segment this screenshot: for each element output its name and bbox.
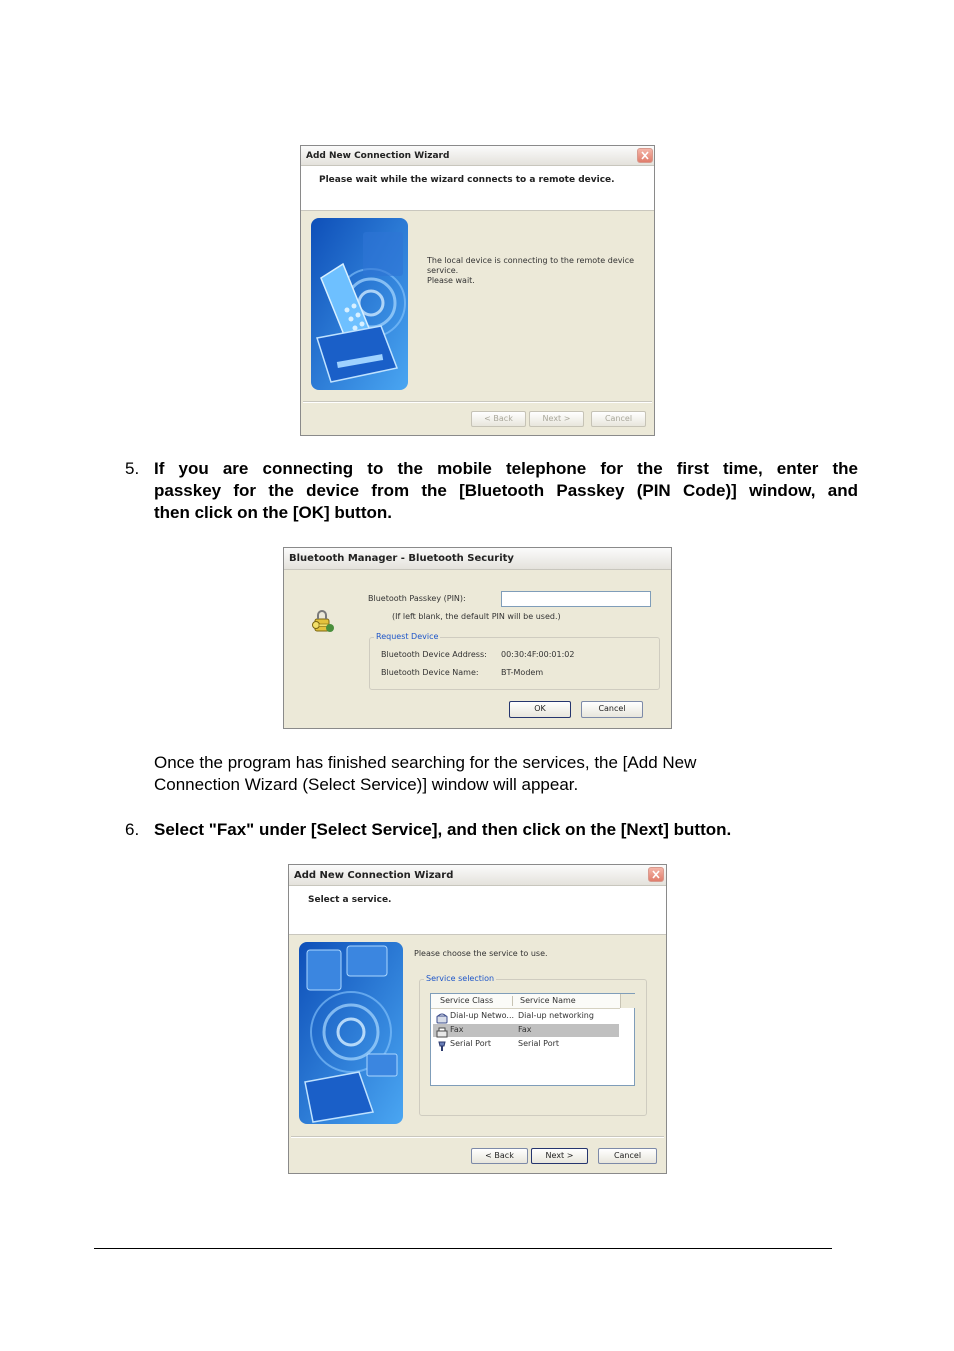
bluetooth-phone-illustration (311, 218, 408, 390)
key-lock-icon (310, 608, 336, 634)
list-item[interactable] (433, 1010, 619, 1023)
row-service-name: Serial Port (518, 1039, 560, 1048)
wizard-header (301, 166, 654, 211)
info-line1: Once the program has finished searching for the services, the [Add New (154, 753, 697, 772)
wizard-header (289, 886, 666, 935)
row-service-name: Dial-up networking (518, 1011, 594, 1020)
column-header-class[interactable]: Service Class (440, 996, 494, 1005)
status-message: The local device is connecting to the remote device service. Please wait. (427, 256, 635, 285)
list-item-selected[interactable] (433, 1024, 619, 1037)
dialog-title: Add New Connection Wizard (289, 865, 666, 886)
row-service-name: Fax (518, 1025, 532, 1034)
request-device-group (369, 637, 660, 690)
service-prompt: Please choose the service to use. (414, 949, 548, 958)
bluetooth-security-dialog (283, 547, 672, 729)
close-icon[interactable] (637, 148, 653, 163)
info-line2: Connection Wizard (Select Service)] window will appear. (154, 775, 579, 794)
step-number: 6. (125, 820, 140, 839)
column-header-name[interactable]: Service Name (520, 996, 576, 1005)
service-list[interactable] (430, 993, 635, 1086)
address-label: Bluetooth Device Address: (381, 650, 487, 659)
step5-line3: then click on the [OK] button. (154, 503, 392, 522)
passkey-note: (If left blank, the default PIN will be used.) (392, 612, 561, 621)
step5-line2: passkey for the device from the [Bluetooth Passkey (PIN Code)] window, and (154, 481, 858, 500)
back-button[interactable]: < Back (471, 411, 526, 427)
step-number: 5. (125, 459, 140, 478)
dialog-title: Add New Connection Wizard (301, 146, 654, 166)
serial-port-icon (436, 1039, 448, 1050)
row-service-class: Fax (450, 1025, 464, 1034)
back-button[interactable]: < Back (471, 1148, 528, 1164)
dialup-icon (436, 1011, 448, 1022)
step6-text: Select "Fax" under [Select Service], and then click on the [Next] button. (154, 820, 732, 839)
wizard-select-service-dialog (288, 864, 667, 1174)
cancel-button[interactable]: Cancel (581, 701, 643, 718)
fax-icon (436, 1025, 448, 1036)
list-header (431, 994, 620, 1009)
close-icon[interactable] (648, 867, 664, 882)
bluetooth-devices-illustration (299, 942, 403, 1124)
address-value: 00:30:4F:00:01:02 (501, 650, 575, 659)
list-item[interactable] (433, 1038, 619, 1051)
dialog-title: Bluetooth Manager - Bluetooth Security (284, 548, 671, 570)
next-button[interactable]: Next > (529, 411, 584, 427)
ok-button[interactable]: OK (509, 701, 571, 718)
cancel-button[interactable]: Cancel (598, 1148, 657, 1164)
row-service-class: Serial Port (450, 1039, 492, 1048)
device-name-value: BT-Modem (501, 668, 544, 677)
row-service-class: Dial-up Netwo... (450, 1011, 515, 1020)
device-name-label: Bluetooth Device Name: (381, 668, 479, 677)
next-button[interactable]: Next > (531, 1148, 588, 1164)
header-text: Please wait while the wizard connects to a remote device. (319, 175, 615, 185)
wizard-connecting-dialog (300, 145, 655, 436)
footer-rule (94, 1248, 832, 1249)
step5-line1: If you are connecting to the mobile telephone for the first time, enter the (154, 459, 858, 478)
passkey-input[interactable] (501, 591, 651, 607)
service-selection-title: Service selection (426, 974, 495, 983)
cancel-button[interactable]: Cancel (591, 411, 646, 427)
passkey-label: Bluetooth Passkey (PIN): (368, 594, 466, 603)
request-device-title: Request Device (376, 632, 439, 641)
header-text: Select a service. (308, 895, 392, 905)
